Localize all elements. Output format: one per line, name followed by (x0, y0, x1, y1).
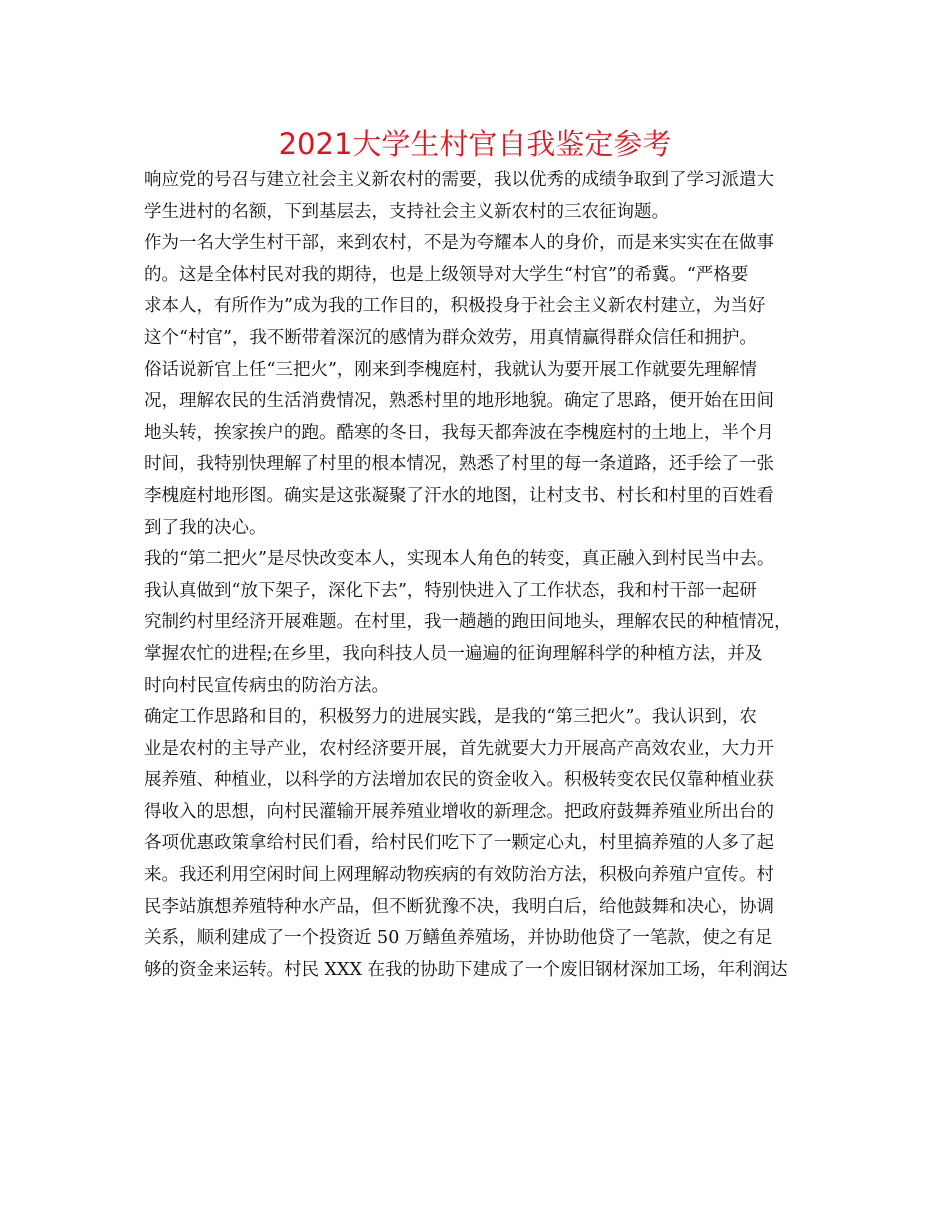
body-line: 我认真做到“放下架子，深化下去”，特别快进入了工作状态，我和村干部一起研 (144, 580, 757, 601)
body-line: 李槐庭村地形图。确实是这张凝聚了汗水的地图，让村支书、村长和村里的百姓看 (144, 485, 774, 506)
body-line: 学生进村的名额，下到基层去，支持社会主义新农村的三农征询题。 (144, 201, 669, 222)
body-line: 关系，顺利建成了一个投资近 50 万鳝鱼养殖场，并协助他贷了一笔款，使之有足 (144, 928, 773, 949)
document-title: 2021大学生村官自我鉴定参考 (278, 127, 672, 161)
body-line: 的。这是全体村民对我的期待，也是上级领导对大学生“村官”的希冀。“严格要 (144, 264, 749, 285)
body-line: 时间，我特别快理解了村里的根本情况，熟悉了村里的每一条道路，还手绘了一张 (144, 454, 774, 475)
body-line: 来。我还利用空闲时间上网理解动物疾病的有效防治方法，积极向养殖户宣传。村 (144, 865, 774, 886)
document-body (144, 165, 814, 986)
body-line: 到了我的决心。 (144, 517, 267, 538)
body-line: 时向村民宣传病虫的防治方法。 (144, 675, 389, 696)
body-line: 地头转，挨家挨户的跑。酷寒的冬日，我每天都奔波在李槐庭村的土地上，半个月 (144, 422, 774, 443)
body-line: 况，理解农民的生活消费情况，熟悉村里的地形地貌。确定了思路，便开始在田间 (144, 391, 774, 412)
body-line: 各项优惠政策拿给村民们看，给村民们吃下了一颗定心丸，村里搞养殖的人多了起 (144, 833, 774, 854)
body-line: 掌握农忙的进程;在乡里，我向科技人员一遍遍的征询理解科学的种植方法，并及 (144, 643, 763, 664)
body-line: 确定工作思路和目的，积极努力的进展实践，是我的“第三把火”。我认识到，农 (144, 707, 757, 728)
body-line: 究制约村里经济开展难题。在村里，我一趟趟的跑田间地头，理解农民的种植情况， (144, 612, 792, 633)
body-line: 俗话说新官上任“三把火”，刚来到李槐庭村，我就认为要开展工作就要先理解情 (144, 359, 757, 380)
body-line: 够的资金来运转。村民 XXX 在我的协助下建成了一个废旧钢材深加工场，年利润达 (144, 959, 788, 980)
body-line: 这个“村官”，我不断带着深沉的感情为群众效劳，用真情赢得群众信任和拥护。 (144, 327, 757, 348)
body-line: 求本人，有所作为”成为我的工作目的，积极投身于社会主义新农村建立，为当好 (144, 296, 766, 317)
body-line: 民李站旗想养殖特种水产品，但不断犹豫不决，我明白后，给他鼓舞和决心，协调 (144, 896, 774, 917)
body-line: 响应党的号召与建立社会主义新农村的需要，我以优秀的成绩争取到了学习派遣大 (144, 170, 774, 190)
body-line: 业是农村的主导产业，农村经济要开展，首先就要大力开展高产高效农业，大力开 (144, 738, 774, 759)
body-line: 展养殖、种植业，以科学的方法增加农民的资金收入。积极转变农民仅靠种植业获 (144, 770, 774, 791)
body-line: 我的“第二把火”是尽快改变本人，实现本人角色的转变，真正融入到村民当中去。 (144, 549, 775, 570)
body-line: 得收入的思想，向村民灌输开展养殖业增收的新理念。把政府鼓舞养殖业所出台的 (144, 801, 774, 822)
body-line: 作为一名大学生村干部，来到农村，不是为夸耀本人的身价，而是来实实在在做事 (144, 233, 774, 254)
